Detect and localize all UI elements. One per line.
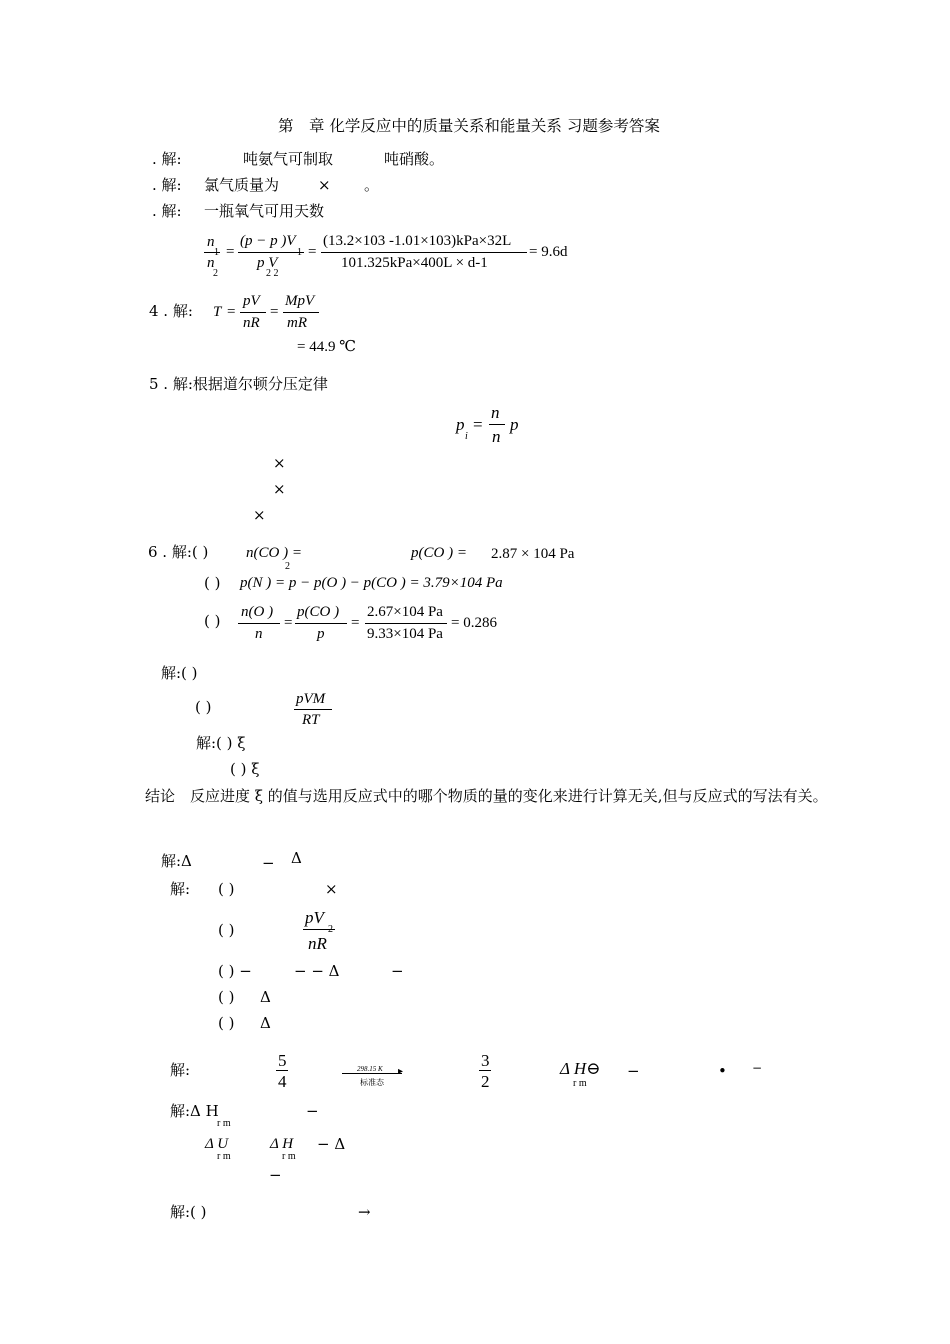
q11-dh: Δ H⊖ xyxy=(560,1059,601,1078)
q5-times-2: × xyxy=(273,480,286,498)
q6-c-eq-2: = xyxy=(351,615,360,631)
q7-bar xyxy=(294,709,332,710)
q12-dh-sub: r m xyxy=(282,1151,296,1162)
q4-f2-bar xyxy=(283,312,319,313)
q12-dh: Δ H xyxy=(270,1136,294,1152)
q8-b-label: ( ) ξ xyxy=(230,760,260,778)
q5-times-3: × xyxy=(253,506,266,524)
q3-f1-den: p V xyxy=(257,255,278,271)
q4-f2-num: MpV xyxy=(285,293,315,309)
q6-label: 6 . 解:( ) xyxy=(148,543,209,561)
q11-arrow-top: 298.15 K xyxy=(357,1065,383,1073)
q3-f1-bar xyxy=(238,252,304,253)
q11-f2-den: 2 xyxy=(481,1072,490,1091)
q4-f1-num: pV xyxy=(243,293,260,309)
q10-b-den: nR xyxy=(308,934,327,953)
q10-e-delta: Δ xyxy=(260,1014,271,1032)
q2-label: . 解: xyxy=(152,176,182,194)
q9-delta: Δ xyxy=(291,849,302,867)
q10-b-label: ( ) xyxy=(218,921,235,939)
q9-dash: − xyxy=(262,854,275,872)
q3-lhs-num: n xyxy=(207,234,215,250)
q3-label: . 解: xyxy=(152,202,182,220)
q7-label: 解:( ) xyxy=(161,664,198,682)
q6-b-label: ( ) xyxy=(204,574,221,592)
q6-c-f3-bar xyxy=(365,623,447,624)
q11-label: 解: xyxy=(170,1061,191,1079)
q11-arrow-bottom: 标准态 xyxy=(360,1078,384,1087)
q4-eq-1: = xyxy=(227,304,236,320)
q11-f1-bar xyxy=(276,1070,288,1071)
q6-c-f3-num: 2.67×104 Pa xyxy=(367,604,443,620)
q4-eq-2: = xyxy=(270,304,279,320)
q3-lhs-bar xyxy=(204,252,220,253)
q3-lhs-den: n xyxy=(207,255,215,271)
q3-eq-1: = xyxy=(226,244,235,260)
q7-den: RT xyxy=(302,712,320,728)
q8-conclusion: 结论 反应进度 ξ 的值与选用反应式中的哪个物质的量的变化来进行计算无关,但与反应式的写法有关。 xyxy=(145,787,828,805)
q10-b-bar xyxy=(303,929,335,930)
q5-num: n xyxy=(491,403,500,422)
q3-result: = 9.6d xyxy=(529,244,568,260)
q12-sub: r m xyxy=(217,1118,231,1129)
q7-num: pVM xyxy=(296,691,326,707)
q6-c-f1-bar xyxy=(238,623,280,624)
q6-c-result: = 0.286 xyxy=(451,615,497,631)
q5-p: p xyxy=(456,415,465,434)
q6-c-f2-den: p xyxy=(317,626,325,642)
q12-du: Δ U xyxy=(205,1136,229,1152)
q1-label: . 解: xyxy=(152,150,182,168)
q10-label: 解: xyxy=(170,880,191,898)
q1-text-1: 吨氨气可制取 xyxy=(243,150,334,168)
q4-label: 4 . 解: xyxy=(149,302,193,320)
q4-f1-den: nR xyxy=(243,315,260,331)
q3-f2-bar xyxy=(321,252,527,253)
q4-result: = 44.9 ℃ xyxy=(297,339,356,355)
q6-c-label: ( ) xyxy=(204,612,221,630)
q1-text-2: 吨硝酸。 xyxy=(384,150,445,168)
q6-a-val: 2.87 × 104 Pa xyxy=(491,546,575,562)
q9-label: 解:Δ xyxy=(161,852,192,870)
q10-a-times: × xyxy=(325,880,338,898)
q6-c-f1-num: n(O ) xyxy=(241,604,274,620)
q5-eq: = xyxy=(473,415,483,434)
q11-arrow-shaft xyxy=(342,1073,402,1074)
q5-sub-i: i xyxy=(465,431,468,442)
q3-eq-2: = xyxy=(308,244,317,260)
q11-dash-1: − xyxy=(627,1062,640,1080)
q12-dash-2: − xyxy=(269,1166,282,1184)
q10-d-label: ( ) xyxy=(218,988,235,1006)
q6-a-rhs: p(CO ) = xyxy=(411,545,467,561)
q12-tail: − Δ xyxy=(317,1135,346,1153)
q10-e-label: ( ) xyxy=(218,1014,235,1032)
q6-c-f3-den: 9.33×104 Pa xyxy=(367,626,443,642)
q11-bullet: • xyxy=(718,1062,727,1080)
q12-du-sub: r m xyxy=(217,1151,231,1162)
q11-f1-num: 5 xyxy=(278,1051,287,1070)
q10-b-sub xyxy=(328,925,333,935)
q5-p2: p xyxy=(510,415,519,434)
q3-f1-den-sub: 2 2 xyxy=(266,268,279,279)
q13-label: 解:( ) xyxy=(170,1203,207,1221)
q12-dash: − xyxy=(306,1102,319,1120)
q6-b-expr: p(N ) = p − p(O ) − p(CO ) = 3.79×104 Pa xyxy=(240,575,503,591)
q4-f1-bar xyxy=(240,312,266,313)
q5-bar xyxy=(489,424,505,425)
q7-b-label: ( ) xyxy=(195,698,212,716)
q10-c-rest: − − Δ xyxy=(294,962,340,980)
q3-f1-num: (p − p )V xyxy=(240,233,296,249)
q3-f1-sub xyxy=(297,248,302,258)
q10-c-dash: − xyxy=(391,962,404,980)
q3-f2-num: (13.2×103 -1.01×103)kPa×32L xyxy=(323,233,512,249)
q5-den: n xyxy=(492,427,501,446)
q11-f2-num: 3 xyxy=(481,1051,490,1070)
q2-dot: 。 xyxy=(364,176,380,194)
q6-c-f1-den: n xyxy=(255,626,263,642)
q11-f1-den: 4 xyxy=(278,1072,287,1091)
page-title: 第 章 化学反应中的质量关系和能量关系 习题参考答案 xyxy=(278,117,660,135)
q12-label: 解:Δ H xyxy=(170,1102,219,1120)
q4-T: T xyxy=(213,304,222,320)
q5-label: 5 . 解:根据道尔顿分压定律 xyxy=(149,375,328,393)
q10-a-label: ( ) xyxy=(218,880,235,898)
q5-times-1: × xyxy=(273,454,286,472)
q11-dash-2: − xyxy=(752,1061,763,1075)
q3-lhs-sub1 xyxy=(214,248,219,258)
q6-a-sub: 2 xyxy=(285,561,290,572)
q3-lhs-sub2: 2 xyxy=(213,268,218,279)
q6-c-eq-1: = xyxy=(284,615,293,631)
q6-a-lhs: n(CO ) = xyxy=(246,545,302,561)
q10-c-label: ( ) − xyxy=(218,962,252,980)
q6-c-f2-bar xyxy=(295,623,347,624)
q2-times: × xyxy=(318,176,331,194)
q11-arrow-head: ▸ xyxy=(398,1066,404,1077)
q6-c-f2-num: p(CO ) xyxy=(297,604,340,620)
q10-d-delta: Δ xyxy=(260,988,271,1006)
q4-f2-den: mR xyxy=(287,315,307,331)
q8-label: 解:( ) ξ xyxy=(196,734,246,752)
q10-b-num: pV xyxy=(305,908,324,927)
q3-f2-den: 101.325kPa×400L × d-1 xyxy=(341,255,488,271)
q2-text: 氯气质量为 xyxy=(204,176,280,194)
q11-f2-bar xyxy=(479,1070,491,1071)
q11-dh-sub: r m xyxy=(573,1078,587,1089)
q3-text: 一瓶氧气可用天数 xyxy=(204,202,325,220)
q13-arrow: → xyxy=(358,1203,371,1221)
